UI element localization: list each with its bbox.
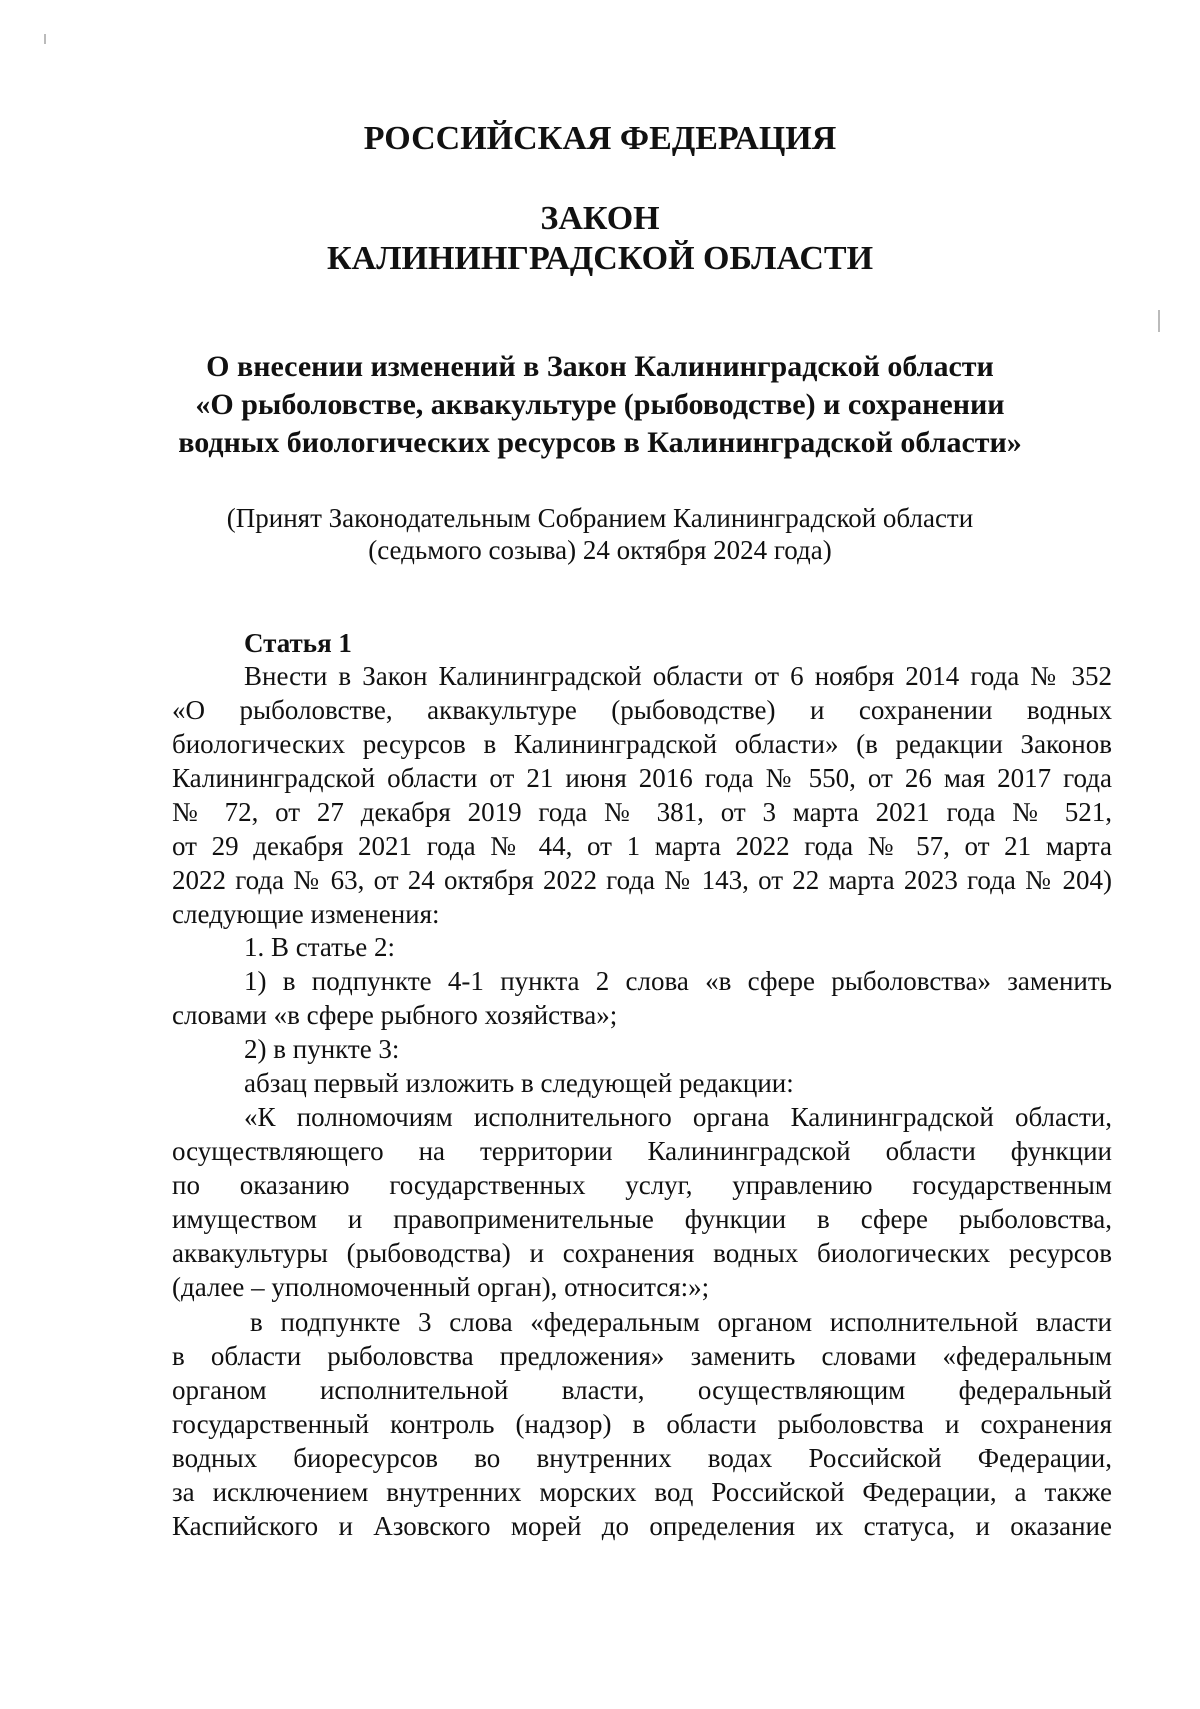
article-line: по оказанию государственных услуг, управлению государственным (172, 1170, 1112, 1200)
scan-mark (1158, 310, 1160, 332)
article-line: (далее – уполномоченный орган), относится:»; (172, 1272, 710, 1302)
article-line: 2) в пункте 3: (244, 1034, 400, 1064)
article-line: Внести в Закон Калининградской области от 6 ноября 2014 года № 352 (244, 661, 1112, 691)
article-line: органом исполнительной власти, осуществляющим федеральный (172, 1375, 1112, 1405)
article-line: абзац первый изложить в следующей редакции: (244, 1068, 794, 1098)
article-line: в области рыболовства предложения» заменить словами «федеральным (172, 1341, 1112, 1371)
law-title-line: О внесении изменений в Закон Калининградской области (206, 350, 994, 383)
article-line: в подпункте 3 слова «федеральным органом исполнительной власти (250, 1307, 1112, 1337)
article-line: имуществом и правоприменительные функции в сфере рыболовства, (172, 1204, 1112, 1234)
law-title-line: «О рыболовстве, аквакультуре (рыбоводстве) и сохранении (195, 388, 1005, 421)
article-line: словами «в сфере рыбного хозяйства»; (172, 1000, 618, 1030)
article-line: аквакультуры (рыбоводства) и сохранения водных биологических ресурсов (172, 1238, 1112, 1268)
article-line: государственный контроль (надзор) в области рыболовства и сохранения (172, 1409, 1112, 1439)
article-line: 2022 года № 63, от 24 октября 2022 года № 143, от 22 марта 2023 года № 204) (172, 865, 1112, 895)
article-line: Каспийского и Азовского морей до определения их статуса, и оказание (172, 1511, 1112, 1541)
article-line: Калининградской области от 21 июня 2016 года № 550, от 26 мая 2017 года (172, 763, 1112, 793)
article-heading: Статья 1 (244, 628, 352, 658)
country-heading: РОССИЙСКАЯ ФЕДЕРАЦИЯ (363, 120, 837, 157)
article-line: осуществляющего на территории Калининградской области функции (172, 1136, 1112, 1166)
adoption-note-line: (Принят Законодательным Собранием Калининградской области (226, 503, 974, 533)
law-region-heading: КАЛИНИНГРАДСКОЙ ОБЛАСТИ (326, 240, 874, 277)
article-line: 1) в подпункте 4-1 пункта 2 слова «в сфере рыболовства» заменить (244, 966, 1112, 996)
article-line: от 29 декабря 2021 года № 44, от 1 марта 2022 года № 57, от 21 марта (172, 831, 1112, 861)
article-line: № 72, от 27 декабря 2019 года № 381, от 3 марта 2021 года № 521, (172, 797, 1112, 827)
article-line: биологических ресурсов в Калининградской области» (в редакции Законов (172, 729, 1112, 759)
article-line: водных биоресурсов во внутренних водах Российской Федерации, (172, 1443, 1112, 1473)
article-line: за исключением внутренних морских вод Российской Федерации, а также (172, 1477, 1112, 1507)
law-heading: ЗАКОН (540, 200, 660, 237)
article-line: следующие изменения: (172, 899, 440, 929)
law-title-line: водных биологических ресурсов в Калининградской области» (178, 426, 1022, 459)
scan-mark (44, 34, 46, 44)
article-line: «К полномочиям исполнительного органа Калининградской области, (244, 1102, 1112, 1132)
adoption-note-line: (седьмого созыва) 24 октября 2024 года) (368, 535, 832, 565)
article-line: «О рыболовстве, аквакультуре (рыбоводстве) и сохранении водных (172, 695, 1112, 725)
article-line: 1. В статье 2: (244, 932, 396, 962)
